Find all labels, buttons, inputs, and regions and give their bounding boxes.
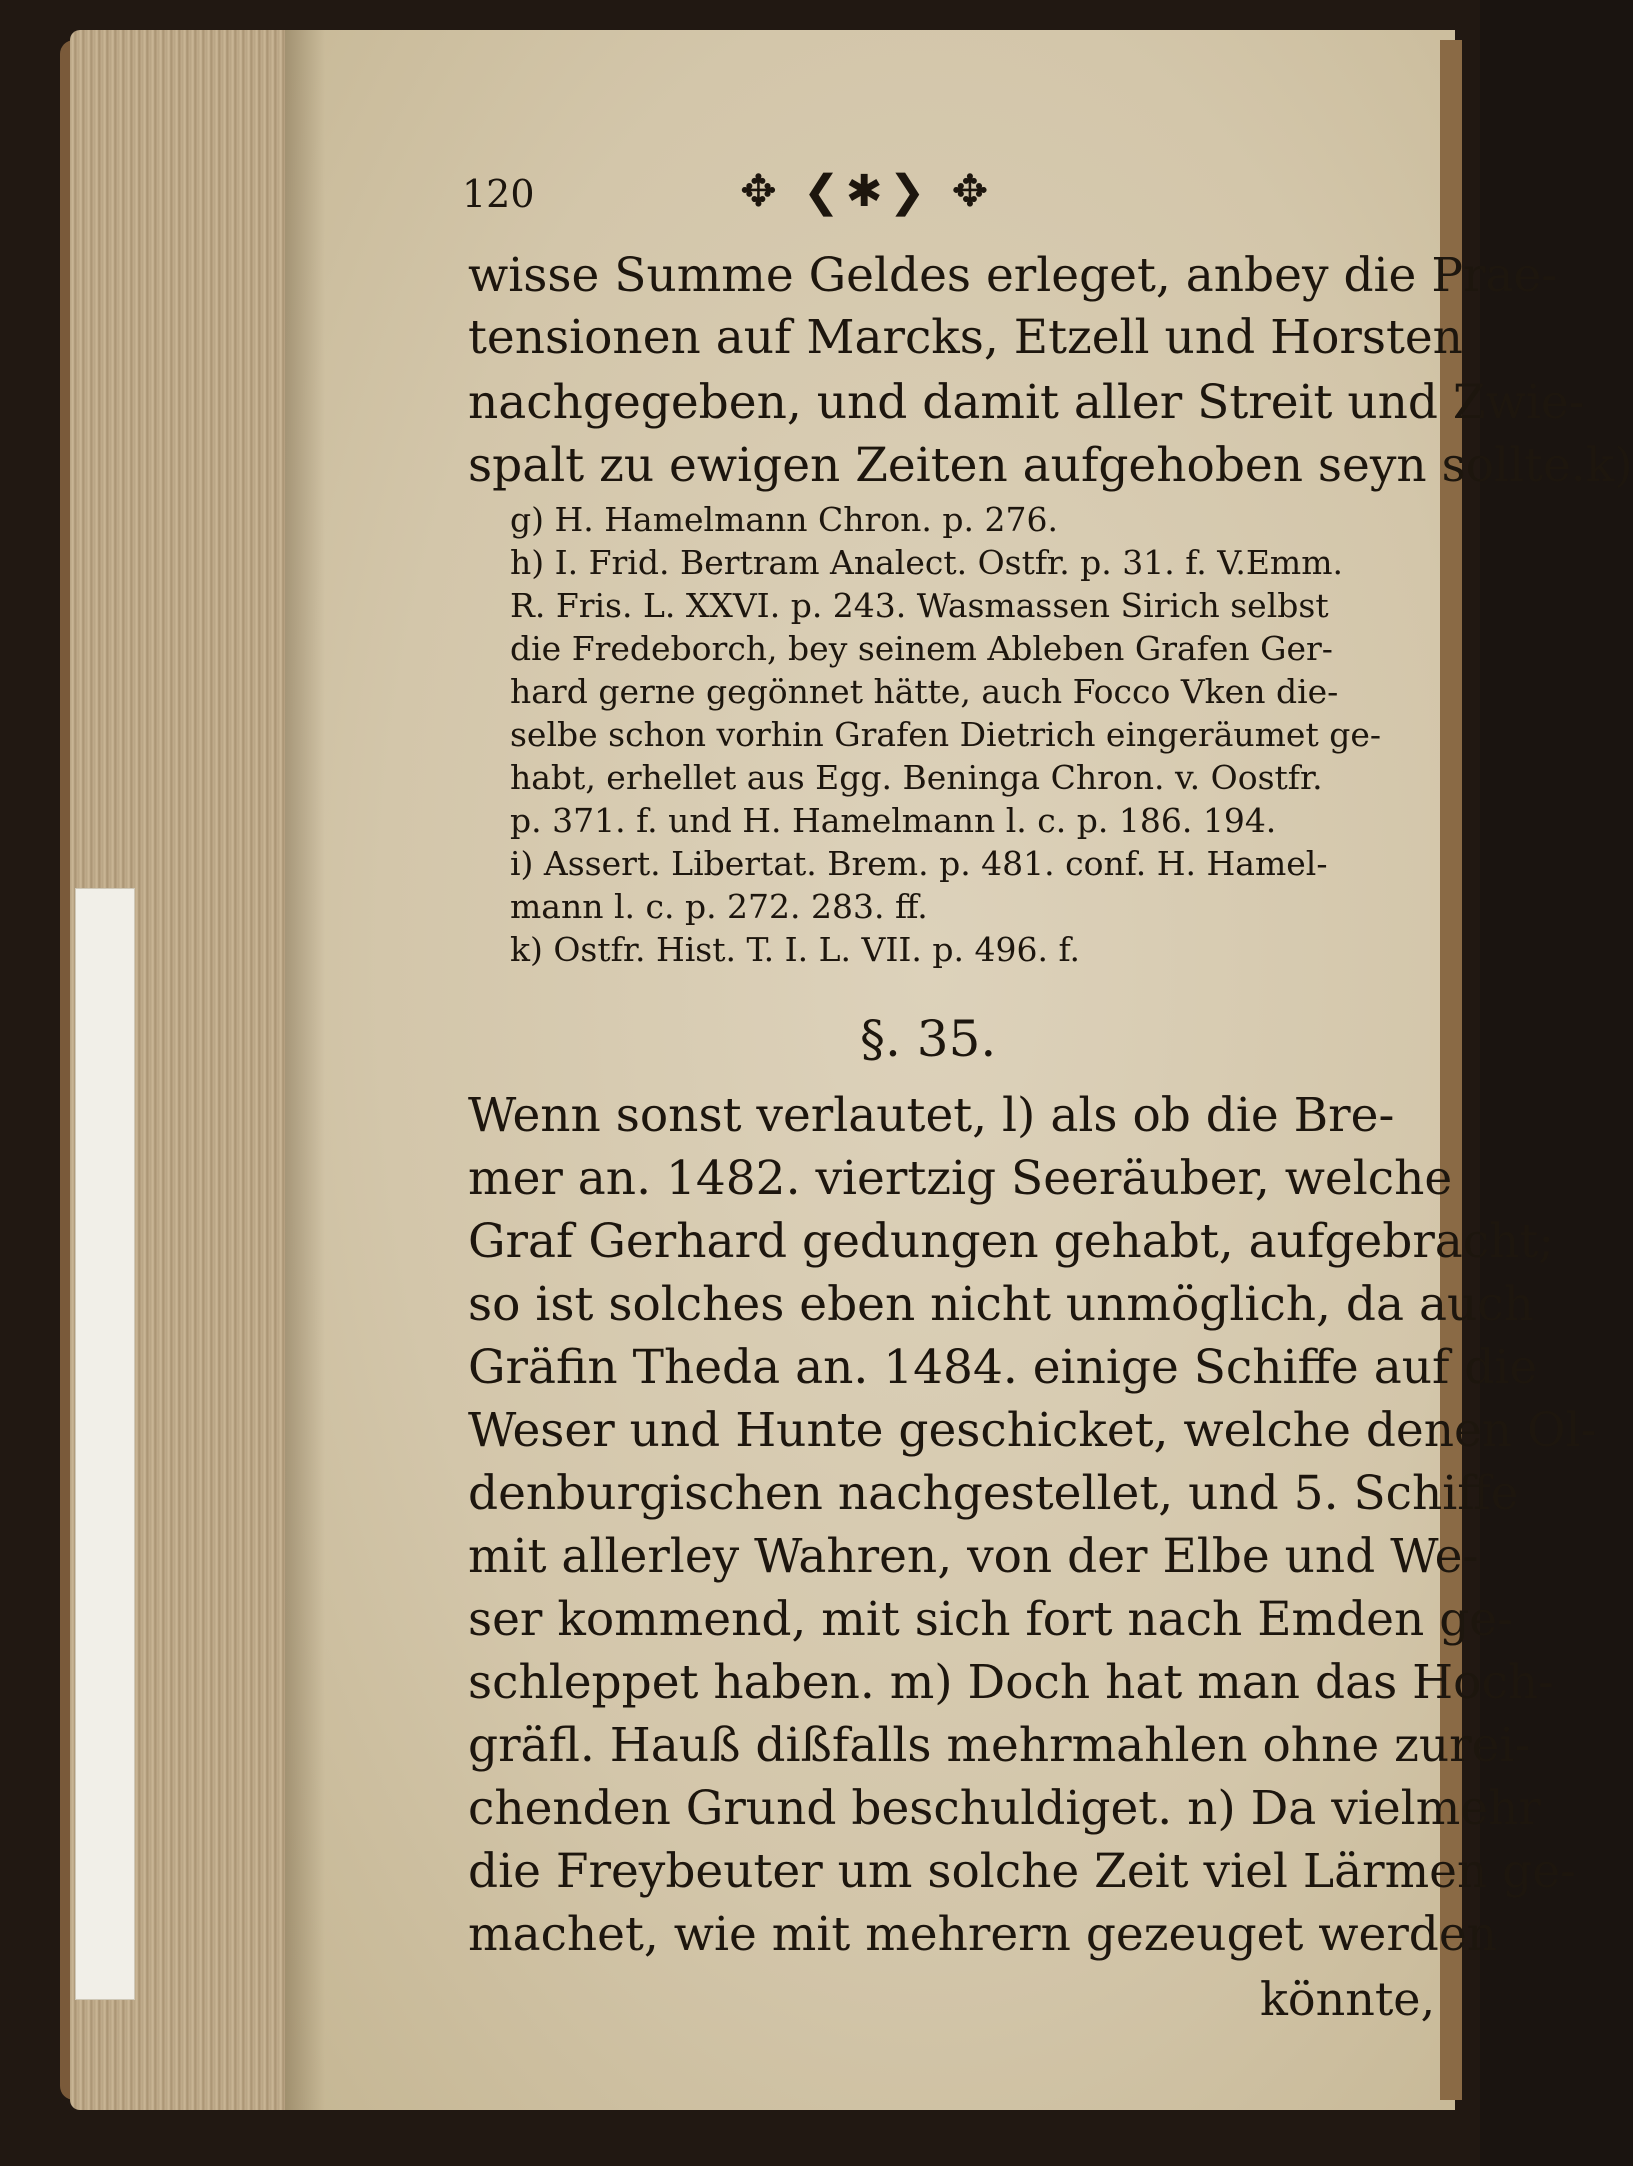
footnote-line: g) H. Hamelmann Chron. p. 276. — [510, 500, 1058, 539]
body-line: schleppet haben. m) Doch hat man das Hoch- — [468, 1655, 1554, 1710]
footnote-line: mann l. c. p. 272. 283. ff. — [510, 887, 928, 926]
body-line: mer an. 1482. viertzig Seeräuber, welche — [468, 1151, 1453, 1206]
footnote-line: selbe schon vorhin Grafen Dietrich eingeräumet ge- — [510, 715, 1382, 754]
footnote-line: h) I. Frid. Bertram Analect. Ostfr. p. 31. f. V.Emm. — [510, 543, 1343, 582]
body-line: nachgegeben, und damit aller Streit und Zwie- — [468, 375, 1585, 430]
body-line: chenden Grund beschuldiget. n) Da vielmehr — [468, 1781, 1541, 1836]
footnote-line: i) Assert. Libertat. Brem. p. 481. conf. H. Hamel- — [510, 844, 1328, 883]
catchword: könnte, — [1260, 1972, 1436, 2026]
color-reference-tab — [75, 888, 135, 2000]
body-line: gräfl. Hauß dißfalls mehrmahlen ohne zurei- — [468, 1718, 1531, 1773]
body-line: mit allerley Wahren, von der Elbe und We- — [468, 1529, 1479, 1584]
body-line: spalt zu ewigen Zeiten aufgehoben seyn sollte.k) — [468, 438, 1633, 493]
footnote-line: k) Ostfr. Hist. T. I. L. VII. p. 496. f. — [510, 930, 1080, 969]
body-line: die Freybeuter um solche Zeit viel Lärmen ge- — [468, 1844, 1576, 1899]
footnote-line: die Fredeborch, bey seinem Ableben Grafen Ger- — [510, 629, 1333, 668]
body-line: denburgischen nachgestellet, und 5. Schiffe — [468, 1466, 1519, 1521]
footnote-line: R. Fris. L. XXVI. p. 243. Wasmassen Sirich selbst — [510, 586, 1329, 625]
footnote-line: habt, erhellet aus Egg. Beninga Chron. v. Oostfr. — [510, 758, 1323, 797]
body-line: machet, wie mit mehrern gezeuget werden — [468, 1907, 1497, 1962]
body-line: Wenn sonst verlautet, l) als ob die Bre- — [468, 1088, 1395, 1143]
body-line: wisse Summe Geldes erleget, anbey die Prae- — [468, 248, 1558, 303]
body-line: ser kommend, mit sich fort nach Emden ge- — [468, 1592, 1513, 1647]
body-line: Weser und Hunte geschicket, welche denen Ol- — [468, 1403, 1597, 1458]
body-line: Graf Gerhard gedungen gehabt, aufgebracht; — [468, 1214, 1555, 1269]
section-heading: §. 35. — [860, 1010, 997, 1068]
header-ornament: ✥ ❮✱❯ ✥ — [740, 166, 995, 217]
page-number: 120 — [462, 172, 535, 216]
page-gutter-shadow — [285, 30, 325, 2110]
body-line: Gräfin Theda an. 1484. einige Schiffe auf die — [468, 1340, 1538, 1395]
body-line: tensionen auf Marcks, Etzell und Horsten — [468, 310, 1463, 365]
body-line: so ist solches eben nicht unmöglich, da auch — [468, 1277, 1534, 1332]
footnote-line: hard gerne gegönnet hätte, auch Focco Vken die- — [510, 672, 1339, 711]
footnote-line: p. 371. f. und H. Hamelmann l. c. p. 186. 194. — [510, 801, 1277, 840]
